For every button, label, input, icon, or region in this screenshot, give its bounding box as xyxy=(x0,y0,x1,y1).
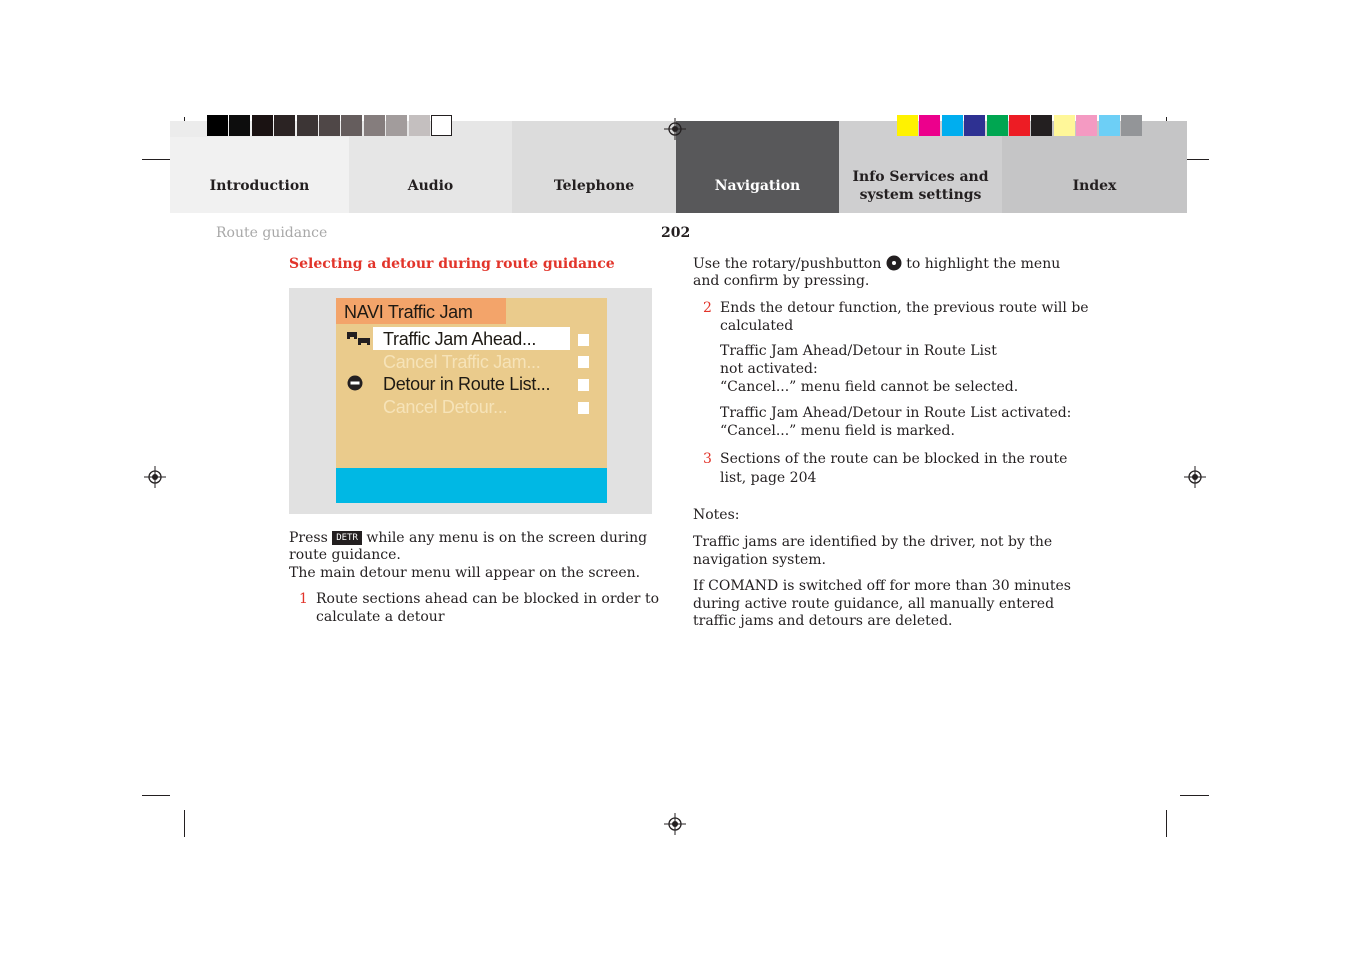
sub-text: “Cancel...” menu field cannot be selected. xyxy=(720,379,1019,395)
item-text: calculate a detour xyxy=(316,609,445,625)
menu-marker xyxy=(578,402,589,414)
item-text: Route sections ahead can be blocked in order to xyxy=(316,591,659,607)
rotary-pushbutton-icon xyxy=(886,255,902,271)
menu-item-cancel-traffic-jam: Cancel Traffic Jam... xyxy=(383,352,541,372)
menu-marker xyxy=(578,379,589,391)
color-swatch xyxy=(1031,115,1052,136)
item-text: Sections of the route can be blocked in the route xyxy=(720,451,1068,467)
tab-label: Telephone xyxy=(553,178,635,194)
color-swatch xyxy=(1076,115,1097,136)
detr-key xyxy=(332,531,362,545)
tab-label: Navigation xyxy=(714,178,801,194)
registration-mark-icon xyxy=(144,466,166,488)
gray-swatch xyxy=(386,115,407,136)
item-number: 3 xyxy=(703,451,712,467)
display-status-bar xyxy=(336,468,607,503)
instruction-text xyxy=(289,529,647,547)
color-swatch xyxy=(897,115,918,136)
gray-swatch xyxy=(364,115,385,136)
note-text: navigation system. xyxy=(693,552,826,568)
color-swatch xyxy=(942,115,963,136)
gray-swatch xyxy=(207,115,228,136)
instruction-text: The main detour menu will appear on the screen. xyxy=(289,565,641,581)
instruction-text-end: while any menu is on the screen during xyxy=(361,530,648,546)
menu-item-detour-in-route-list[interactable]: Detour in Route List... xyxy=(383,374,551,394)
tab-label: Audio xyxy=(407,178,454,194)
instruction-text-start: Press xyxy=(289,530,333,546)
comand-display xyxy=(336,298,607,503)
page-number: 202 xyxy=(661,225,691,241)
instruction-text-start: Use the rotary/pushbutton xyxy=(693,256,886,272)
gray-swatch xyxy=(341,115,362,136)
menu-marker xyxy=(578,334,589,346)
color-swatch xyxy=(1009,115,1030,136)
registration-mark-icon xyxy=(664,118,686,140)
tab-label: Introduction xyxy=(209,178,310,194)
gray-swatch xyxy=(319,115,340,136)
detr-key-label: DETR xyxy=(336,533,358,543)
color-swatch xyxy=(919,115,940,136)
gray-swatch xyxy=(431,115,452,136)
sub-text: Traffic Jam Ahead/Detour in Route List activated: xyxy=(720,405,1072,421)
no-entry-icon xyxy=(347,375,363,391)
item-number: 1 xyxy=(299,591,308,607)
item-text: calculated xyxy=(720,318,794,334)
item-text: list, page 204 xyxy=(720,470,817,486)
menu-item-traffic-jam-ahead[interactable]: Traffic Jam Ahead... xyxy=(383,329,537,349)
section-title: Route guidance xyxy=(216,225,328,241)
color-swatch xyxy=(1121,115,1142,136)
sub-text: Traffic Jam Ahead/Detour in Route List xyxy=(720,343,997,359)
instruction-text: route guidance. xyxy=(289,547,401,563)
tab-introduction[interactable] xyxy=(170,137,349,213)
sub-text: “Cancel...” menu field is marked. xyxy=(720,423,955,439)
sub-text: not activated: xyxy=(720,361,818,377)
note-text: traffic jams and detours are deleted. xyxy=(693,613,953,629)
tab-navigation[interactable] xyxy=(676,121,839,213)
registration-mark-icon xyxy=(664,813,686,835)
display-title: NAVI Traffic Jam xyxy=(344,302,473,322)
item-text: Ends the detour function, the previous route will be xyxy=(720,300,1089,316)
menu-item-cancel-detour: Cancel Detour... xyxy=(383,397,508,417)
gray-swatch xyxy=(274,115,295,136)
crop-mark xyxy=(1166,810,1167,837)
item-number: 2 xyxy=(703,300,712,316)
instruction-text-end: to highlight the menu xyxy=(901,256,1061,272)
crop-mark xyxy=(142,159,170,160)
traffic-jam-icon xyxy=(346,330,372,346)
tab-label: Index xyxy=(1072,178,1117,194)
color-swatch xyxy=(1099,115,1120,136)
color-swatch xyxy=(964,115,985,136)
crop-mark xyxy=(1180,795,1209,796)
gray-swatch xyxy=(252,115,273,136)
note-text: Traffic jams are identified by the driver, not by the xyxy=(693,534,1053,550)
note-text: during active route guidance, all manually entered xyxy=(693,596,1055,612)
instruction-text xyxy=(693,255,1060,273)
gray-swatch xyxy=(409,115,430,136)
notes-label: Notes: xyxy=(693,507,740,523)
gray-swatch xyxy=(229,115,250,136)
tab-telephone[interactable] xyxy=(512,121,676,213)
crop-mark xyxy=(184,810,185,837)
gray-swatch xyxy=(297,115,318,136)
color-swatch xyxy=(1054,115,1075,136)
crop-mark xyxy=(142,795,170,796)
color-swatch xyxy=(987,115,1008,136)
menu-marker xyxy=(578,356,589,368)
tab-label: Info Services and system settings xyxy=(852,169,989,203)
registration-mark-icon xyxy=(1184,466,1206,488)
instruction-text: and confirm by pressing. xyxy=(693,273,870,289)
note-text: If COMAND is switched off for more than 30 minutes xyxy=(693,578,1071,594)
section-heading: Selecting a detour during route guidance xyxy=(289,256,615,272)
